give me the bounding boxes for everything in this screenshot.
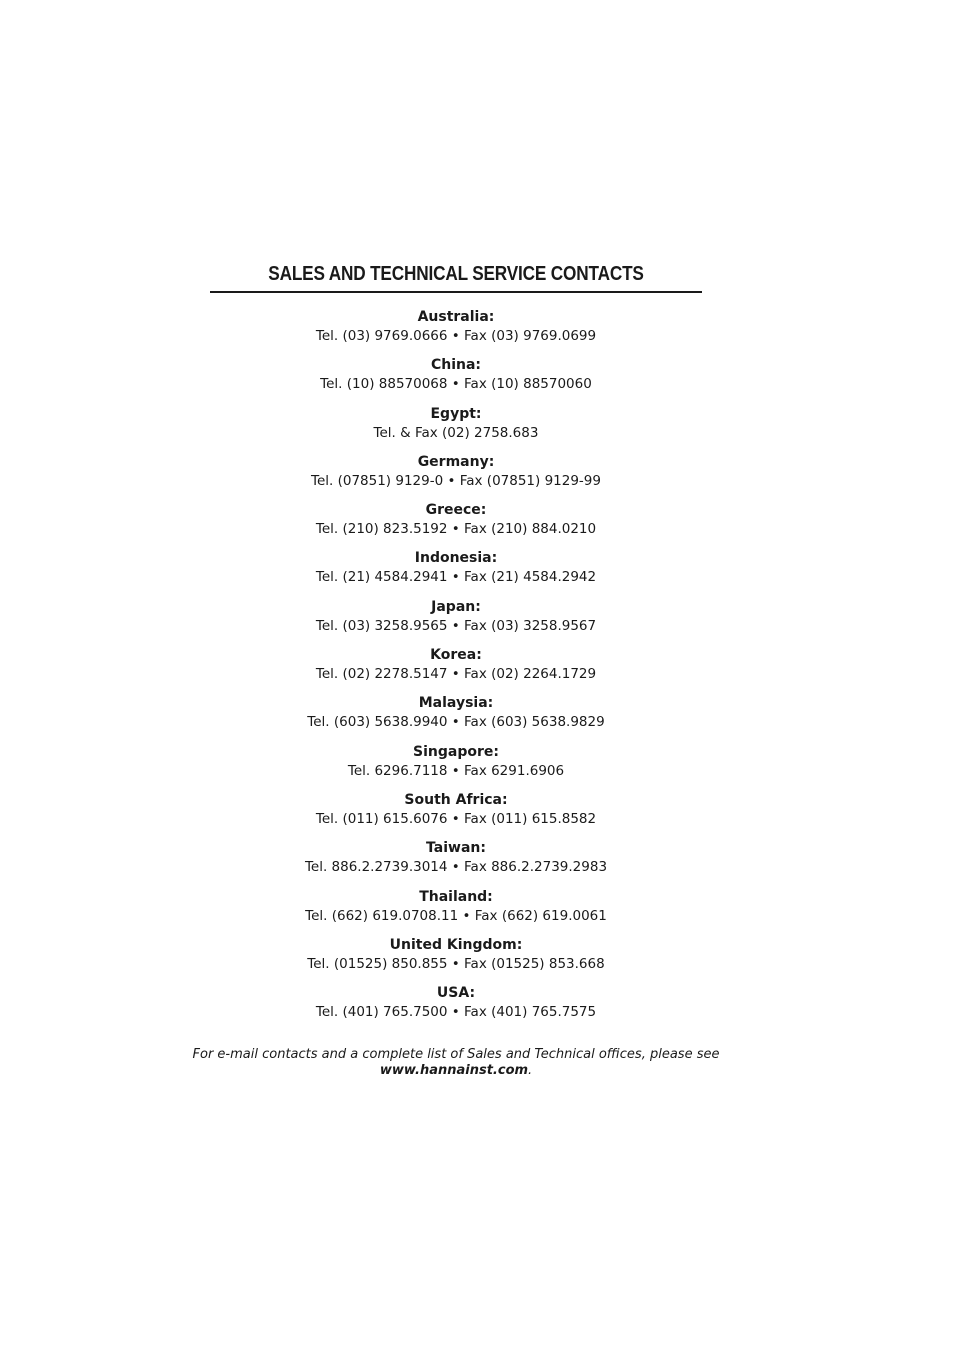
contact-entry-united-kingdom	[210, 936, 702, 984]
phone-fax: Tel. (01525) 850.855 • Fax (01525) 853.668	[307, 955, 605, 972]
country-name: Greece:	[425, 502, 487, 519]
contact-entry-indonesia	[210, 549, 702, 597]
country-name: Malaysia:	[418, 695, 494, 712]
phone-fax: Tel. (662) 619.0708.11 • Fax (662) 619.0061	[305, 907, 607, 924]
contacts-list	[210, 308, 702, 1032]
phone-fax: Tel. 6296.7118 • Fax 6291.6906	[347, 762, 565, 779]
footer-note	[160, 1047, 752, 1079]
country-name: Singapore:	[413, 743, 499, 760]
contact-entry-china	[210, 356, 702, 404]
footer-period: .	[528, 1063, 533, 1078]
footer-text: For e-mail contacts and a complete list of Sales and Technical offices, please see	[192, 1047, 720, 1062]
phone-fax: Tel. & Fax (02) 2758.683	[373, 424, 539, 441]
phone-fax: Tel. (03) 9769.0666 • Fax (03) 9769.0699	[315, 328, 597, 344]
phone-fax: Tel. (10) 88570068 • Fax (10) 88570060	[320, 376, 592, 393]
country-name: Indonesia:	[414, 550, 498, 567]
country-name: China:	[430, 357, 482, 374]
contact-entry-germany	[210, 453, 702, 501]
country-name: Korea:	[430, 647, 482, 664]
contact-entry-egypt	[210, 405, 702, 453]
phone-fax: Tel. (401) 765.7500 • Fax (401) 765.7575	[315, 1004, 597, 1021]
phone-fax: Tel. (210) 823.5192 • Fax (210) 884.0210	[315, 521, 597, 538]
contact-entry-malaysia	[210, 694, 702, 742]
country-name: Japan:	[431, 598, 481, 615]
country-name: Australia:	[417, 309, 495, 325]
contact-entry-singapore	[210, 743, 702, 791]
website-link[interactable]: www.hannainst.com	[379, 1063, 529, 1078]
phone-fax: Tel. (02) 2278.5147 • Fax (02) 2264.1729	[315, 666, 597, 683]
country-name: United Kingdom:	[389, 936, 523, 953]
contact-entry-thailand	[210, 888, 702, 936]
phone-fax: Tel. (011) 615.6076 • Fax (011) 615.8582	[315, 810, 597, 827]
contact-entry-usa	[210, 984, 702, 1032]
country-name: Thailand:	[419, 888, 493, 905]
phone-fax: Tel. (07851) 9129-0 • Fax (07851) 9129-99	[311, 472, 601, 489]
page-title: SALES AND TECHNICAL SERVICE CONTACTS	[268, 263, 644, 285]
contact-entry-taiwan	[210, 839, 702, 887]
phone-fax: Tel. (21) 4584.2941 • Fax (21) 4584.2942	[315, 569, 597, 586]
contact-entry-australia	[210, 308, 702, 356]
title-divider	[210, 291, 702, 293]
country-name: Germany:	[417, 453, 495, 470]
country-name: USA:	[436, 985, 476, 1002]
phone-fax: Tel. (03) 3258.9565 • Fax (03) 3258.9567	[315, 617, 597, 634]
country-name: Taiwan:	[426, 840, 486, 857]
contact-entry-south-africa	[210, 791, 702, 839]
country-name: Egypt:	[430, 405, 482, 422]
contact-entry-greece	[210, 501, 702, 549]
contact-entry-korea	[210, 646, 702, 694]
country-name: South Africa:	[404, 791, 508, 808]
phone-fax: Tel. 886.2.2739.3014 • Fax 886.2.2739.2983	[304, 859, 608, 876]
contact-entry-japan	[210, 598, 702, 646]
phone-fax: Tel. (603) 5638.9940 • Fax (603) 5638.9829	[307, 714, 605, 731]
